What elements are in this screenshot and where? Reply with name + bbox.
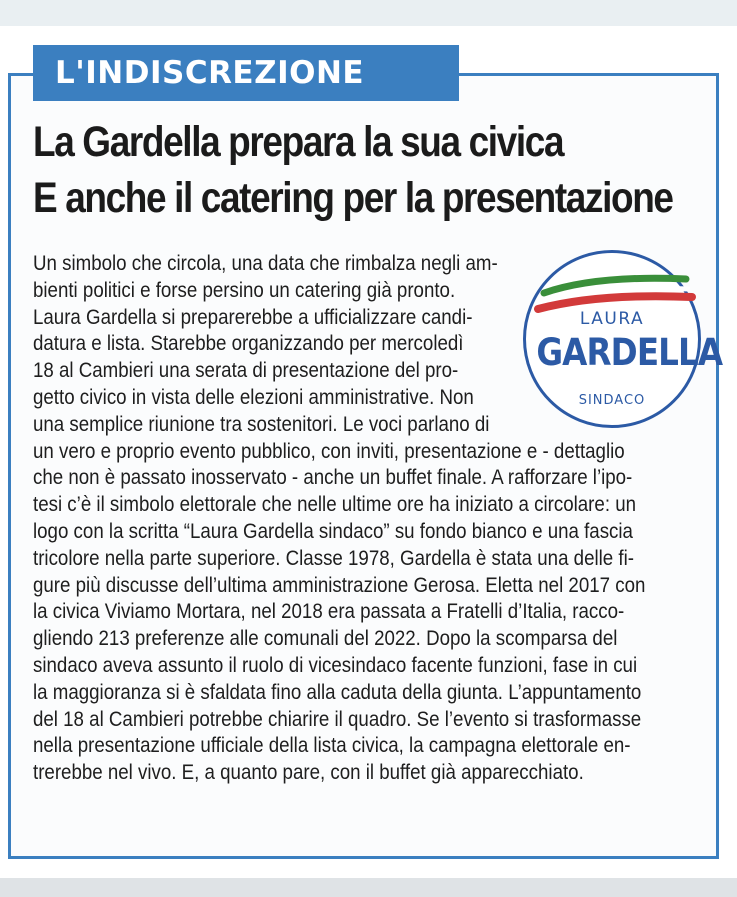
- body-line: 18 al Cambieri una serata di presentazione del pro-: [33, 358, 459, 383]
- body-line: logo con la scritta “Laura Gardella sindaco” su fondo bianco e una fascia: [33, 518, 633, 543]
- logo-first-name: LAURA: [579, 309, 645, 329]
- article-headline: [33, 114, 673, 226]
- body-line: una semplice riunione tra sostenitori. Le voci parlano di: [33, 411, 490, 436]
- body-line: nella presentazione ufficiale della lista civica, la campagna elettorale en-: [33, 733, 631, 758]
- headline-line-2: E anche il catering per la presentazione: [33, 174, 673, 222]
- body-line: Un simbolo che circola, una data che rimbalza negli am-: [33, 251, 498, 275]
- body-line: bienti politici e forse persino un catering già pronto.: [33, 277, 456, 302]
- logo-surname: GARDELLA: [536, 331, 723, 374]
- bottom-margin: [0, 878, 737, 897]
- body-line: trerebbe nel vivo. E, a quanto pare, con il buffet già apparecchiato.: [33, 760, 584, 785]
- top-margin: [0, 0, 737, 26]
- section-tag: L'INDISCREZIONE: [33, 45, 459, 101]
- body-line: che non è passato inosservato - anche un buffet finale. A rafforzare l’ipo-: [33, 465, 633, 490]
- body-line: del 18 al Cambieri potrebbe chiarire il quadro. Se l’evento si trasformasse: [33, 706, 642, 731]
- body-line: tricolore nella parte superiore. Classe 1978, Gardella è stata una delle fi-: [33, 545, 634, 570]
- headline-line-1: La Gardella prepara la sua civica: [33, 118, 564, 166]
- body-line: la maggioranza si è sfaldata fino alla caduta della giunta. L’appuntamento: [33, 679, 642, 704]
- logo-role: SINDACO: [578, 393, 646, 408]
- body-line: Laura Gardella si preparerebbe a ufficializzare candi-: [33, 304, 473, 329]
- body-line: gliendo 213 preferenze alle comunali del 2022. Dopo la scomparsa del: [33, 626, 618, 651]
- body-line: un vero e proprio evento pubblico, con inviti, presentazione e - dettaglio: [33, 438, 625, 463]
- body-line: getto civico in vista delle elezioni amministrative. Non: [33, 384, 474, 409]
- article-body: [33, 250, 723, 786]
- body-line: gure più discusse dell’ultima amministrazione Gerosa. Eletta nel 2017 con: [33, 572, 646, 597]
- body-line: sindaco aveva assunto il ruolo di vicesindaco facente funzioni, fase in cui: [33, 652, 638, 677]
- body-line: datura e lista. Starebbe organizzando per mercoledì: [33, 331, 464, 356]
- body-line: tesi c’è il simbolo elettorale che nelle ultime ore ha iniziato a circolare: un: [33, 492, 637, 517]
- body-line: la civica Viviamo Mortara, nel 2018 era passata a Fratelli d’Italia, racco-: [33, 599, 625, 624]
